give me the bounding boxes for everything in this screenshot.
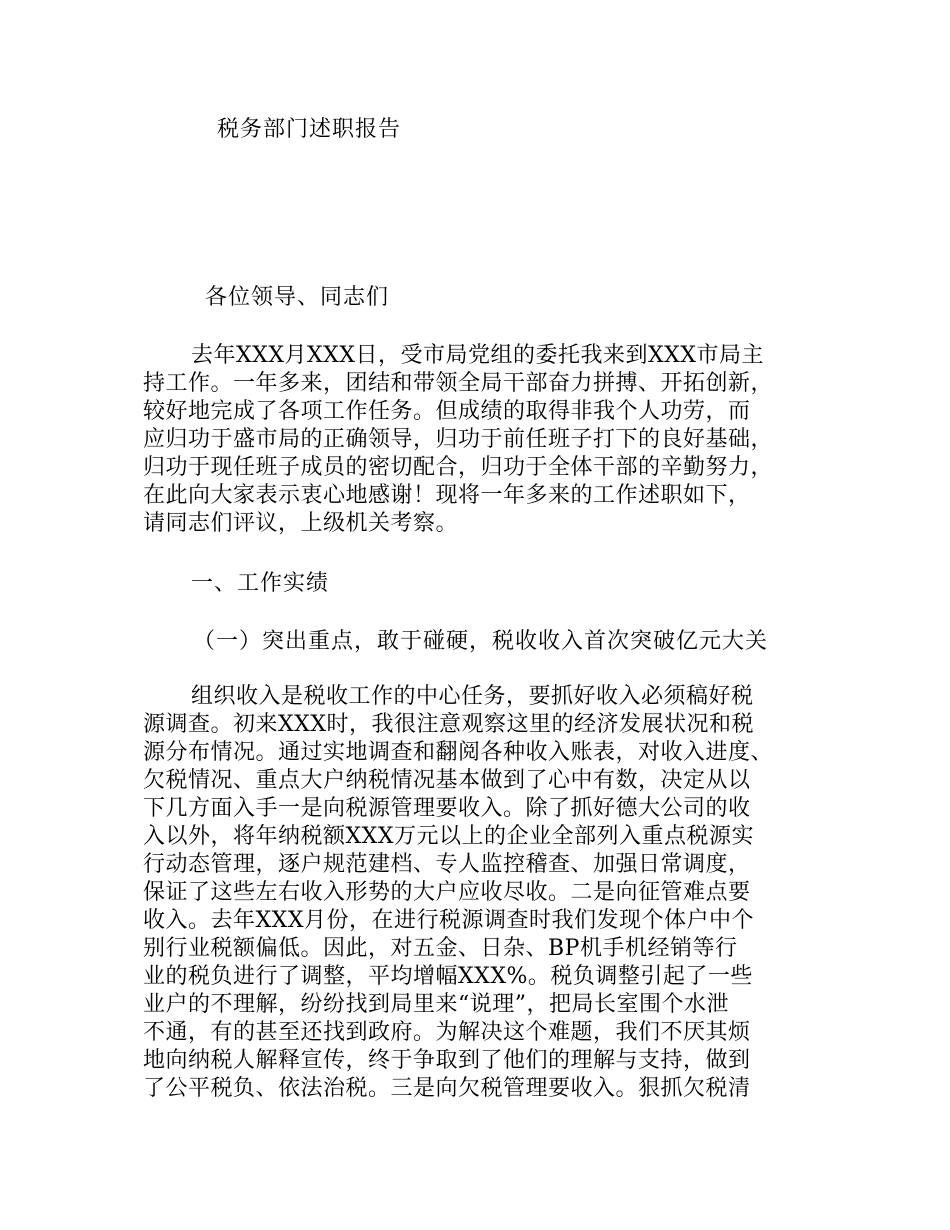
paragraph-line: 应归功于盛市局的正确领导，归功于前任班子打下的良好基础， bbox=[143, 427, 774, 452]
paragraph-line: 较好地完成了各项工作任务。但成绩的取得非我个人功劳，而 bbox=[143, 399, 751, 424]
paragraph-line: 别行业税额偏低。因此，对五金、日杂、BP机手机经销等行 bbox=[143, 936, 738, 961]
paragraph-line: 收入。去年XXX月份，在进行税源调查时我们发现个体户中个 bbox=[143, 908, 754, 933]
paragraph-line: 入以外，将年纳税额XXX万元以上的企业全部列入重点税源实 bbox=[143, 824, 754, 849]
paragraph-line: 业户的不理解，纷纷找到局里来“说理”，把局长室围个水泄 bbox=[143, 992, 729, 1017]
paragraph-line: 了公平税负、依法治税。三是向欠税管理要收入。狠抓欠税清 bbox=[143, 1076, 751, 1101]
paragraph-line: 业的税负进行了调整，平均增幅XXX%。税负调整引起了一些 bbox=[143, 964, 753, 989]
subsection-heading: （一）突出重点，敢于碰硬，税收收入首次突破亿元大关 bbox=[193, 629, 769, 654]
paragraph-line: 下几方面入手一是向税源管理要收入。除了抓好德大公司的收 bbox=[143, 796, 751, 821]
paragraph-line: 组织收入是税收工作的中心任务，要抓好收入必须稿好税 bbox=[191, 684, 754, 709]
greeting: 各位领导、同志们 bbox=[205, 285, 390, 310]
intro-paragraph bbox=[143, 342, 833, 538]
paragraph-line: 地向纳税人解释宣传，终于争取到了他们的理解与支持，做到 bbox=[143, 1048, 751, 1073]
paragraph-line: 保证了这些左右收入形势的大户应收尽收。二是向征管难点要 bbox=[143, 880, 751, 905]
body-paragraph bbox=[143, 683, 833, 1103]
paragraph-line: 源调查。初来XXX时，我很注意观察这里的经济发展状况和税 bbox=[143, 712, 754, 737]
paragraph-line: 在此向大家表示衷心地感谢！现将一年多来的工作述职如下， bbox=[143, 483, 751, 508]
paragraph-line: 请同志们评议，上级机关考察。 bbox=[143, 511, 459, 536]
paragraph-line: 源分布情况。通过实地调查和翻阅各种收入账表，对收入进度、 bbox=[143, 740, 774, 765]
section-heading: 一、工作实绩 bbox=[191, 571, 330, 596]
paragraph-line: 持工作。一年多来，团结和带领全局干部奋力拼搏、开拓创新， bbox=[143, 371, 774, 396]
paragraph-line: 欠税情况、重点大户纳税情况基本做到了心中有数，决定从以 bbox=[143, 768, 751, 793]
paragraph-line: 不通，有的甚至还找到政府。为解决这个难题，我们不厌其烦 bbox=[143, 1020, 751, 1045]
paragraph-line: 去年XXX月XXX日，受市局党组的委托我来到XXX市局主 bbox=[191, 343, 764, 368]
paragraph-line: 行动态管理，逐户规范建档、专人监控稽查、加强日常调度， bbox=[143, 852, 751, 877]
document-title: 税务部门述职报告 bbox=[217, 117, 402, 142]
paragraph-line: 归功于现任班子成员的密切配合，归功于全体干部的辛勤努力， bbox=[143, 455, 774, 480]
